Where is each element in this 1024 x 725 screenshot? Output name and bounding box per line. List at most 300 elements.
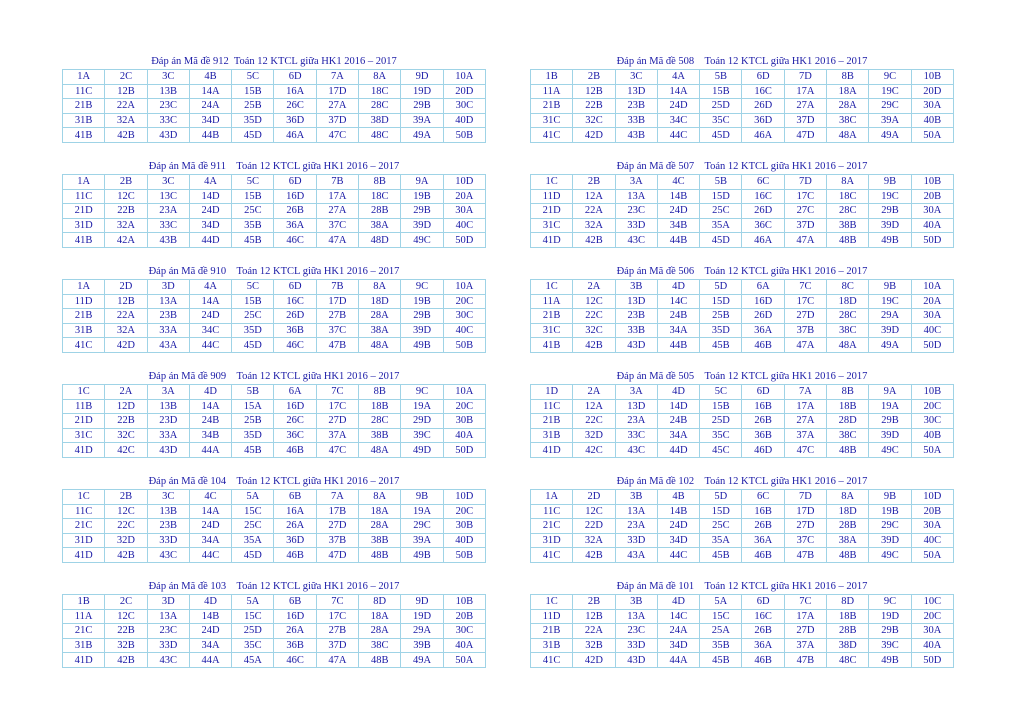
answer-cell: 37C [316,218,358,233]
answer-cell: 43C [147,548,189,563]
answer-cell: 16D [274,609,316,624]
answer-cell: 15D [700,504,742,519]
answer-cell: 20B [443,609,485,624]
answer-cell: 7D [784,70,826,85]
answer-cell: 22A [105,309,147,324]
answer-cell: 6A [742,280,784,295]
answer-cell: 39A [401,533,443,548]
answer-table [62,594,486,668]
answer-cell: 36D [274,113,316,128]
answer-cell: 25B [232,414,274,429]
answer-cell: 23B [615,309,657,324]
answer-cell: 22C [573,309,615,324]
answer-cell: 3B [615,490,657,505]
answer-cell: 1A [63,280,105,295]
answer-cell: 29B [869,624,911,639]
answer-cell: 41B [63,233,105,248]
answer-cell: 16A [274,504,316,519]
answer-cell: 48B [359,653,401,668]
answer-cell: 22A [105,99,147,114]
answer-block-507 [530,160,954,248]
answer-cell: 26D [742,309,784,324]
answer-cell: 13A [615,504,657,519]
answer-cell: 8B [359,175,401,190]
answer-cell: 42B [105,128,147,143]
answer-cell: 10A [443,70,485,85]
answer-cell: 31D [531,533,573,548]
answer-cell: 49A [869,338,911,353]
block-title: Đáp án Mã đề 506 Toán 12 KTCL giữa HK1 2016 – 2017 [616,266,868,277]
answer-cell: 40B [911,113,953,128]
answer-cell: 40C [911,533,953,548]
answer-cell: 4D [189,385,231,400]
answer-cell: 10A [443,280,485,295]
answer-cell: 38A [827,533,869,548]
table-row [531,385,954,400]
answer-cell: 32A [105,113,147,128]
answer-cell: 44D [189,233,231,248]
answer-cell: 31B [63,323,105,338]
answer-cell: 7C [784,280,826,295]
answer-cell: 17D [316,84,358,99]
answer-cell: 39D [401,218,443,233]
table-row [63,385,486,400]
table-row [531,309,954,324]
answer-block-910 [62,265,486,353]
answer-cell: 43B [615,128,657,143]
table-row [531,128,954,143]
answer-cell: 34D [657,638,699,653]
answer-cell: 17C [784,189,826,204]
answer-cell: 39C [869,638,911,653]
answer-cell: 34A [657,323,699,338]
answer-cell: 24D [189,624,231,639]
answer-cell: 6D [274,70,316,85]
answer-cell: 37B [316,533,358,548]
answer-cell: 36B [274,638,316,653]
answer-cell: 4D [657,280,699,295]
answer-cell: 26D [742,99,784,114]
answer-cell: 41D [63,653,105,668]
answer-cell: 22C [105,519,147,534]
answer-cell: 38D [827,638,869,653]
answer-cell: 23A [147,204,189,219]
answer-cell: 37A [784,428,826,443]
answer-cell: 9D [401,70,443,85]
answer-cell: 13D [615,294,657,309]
answer-cell: 30A [443,204,485,219]
answer-cell: 42A [105,233,147,248]
answer-cell: 15B [700,399,742,414]
answer-cell: 2B [105,175,147,190]
answer-cell: 12A [573,399,615,414]
answer-cell: 20B [911,189,953,204]
answer-cell: 21C [531,519,573,534]
answer-cell: 7D [784,175,826,190]
answer-cell: 14A [657,84,699,99]
answer-cell: 19C [869,189,911,204]
answer-cell: 48C [359,128,401,143]
answer-cell: 48A [359,443,401,458]
table-row [63,428,486,443]
answer-cell: 43C [615,443,657,458]
table-row [63,70,486,85]
answer-cell: 14B [189,609,231,624]
answer-cell: 34A [189,533,231,548]
answer-cell: 43D [147,443,189,458]
answer-cell: 48B [827,233,869,248]
answer-cell: 30A [911,624,953,639]
answer-cell: 3C [147,175,189,190]
table-row [531,638,954,653]
answer-cell: 36D [274,533,316,548]
answer-cell: 43B [147,233,189,248]
answer-cell: 28D [827,414,869,429]
answer-cell: 5B [700,70,742,85]
answer-cell: 22D [573,519,615,534]
answer-cell: 48C [827,653,869,668]
answer-cell: 1C [63,385,105,400]
answer-cell: 9C [869,70,911,85]
answer-cell: 41C [63,338,105,353]
table-row [531,595,954,610]
table-row [531,428,954,443]
answer-cell: 42B [105,548,147,563]
answer-cell: 14B [657,504,699,519]
answer-cell: 39A [869,113,911,128]
answer-cell: 30B [443,519,485,534]
answer-cell: 8A [359,70,401,85]
answer-cell: 49D [401,443,443,458]
answer-cell: 47D [784,128,826,143]
answer-cell: 11C [63,84,105,99]
answer-cell: 20D [911,84,953,99]
answer-cell: 7D [784,490,826,505]
answer-cell: 4B [189,70,231,85]
answer-cell: 32A [573,218,615,233]
answer-block-912 [62,55,486,143]
answer-cell: 19A [401,399,443,414]
answer-cell: 18C [359,84,401,99]
answer-cell: 21D [531,204,573,219]
answer-cell: 48A [359,338,401,353]
table-row [63,280,486,295]
answer-cell: 2B [573,70,615,85]
answer-cell: 18B [827,399,869,414]
answer-cell: 30C [443,309,485,324]
answer-cell: 33D [615,638,657,653]
answer-cell: 18D [827,294,869,309]
answer-cell: 45B [700,548,742,563]
answer-cell: 23D [147,414,189,429]
answer-cell: 45D [232,338,274,353]
answer-cell: 28B [359,204,401,219]
block-title: Đáp án Mã đề 101 Toán 12 KTCL giữa HK1 2016 – 2017 [616,581,868,592]
table-row [531,113,954,128]
answer-cell: 38C [827,113,869,128]
answer-cell: 34B [657,218,699,233]
answer-cell: 3B [615,595,657,610]
answer-cell: 27D [784,624,826,639]
answer-cell: 25C [700,204,742,219]
answer-cell: 28C [827,309,869,324]
table-row [63,338,486,353]
answer-cell: 6A [274,385,316,400]
answer-cell: 25C [232,519,274,534]
answer-cell: 31D [63,218,105,233]
answer-cell: 46B [742,548,784,563]
answer-cell: 12B [105,84,147,99]
answer-cell: 22B [105,414,147,429]
answer-cell: 29B [401,309,443,324]
answer-cell: 42D [573,128,615,143]
answer-cell: 50B [443,128,485,143]
answer-cell: 31C [531,323,573,338]
answer-cell: 23A [615,519,657,534]
answer-cell: 11B [63,399,105,414]
answer-cell: 43D [615,653,657,668]
answer-cell: 44C [657,548,699,563]
answer-cell: 2C [105,595,147,610]
answer-cell: 47C [316,443,358,458]
answer-cell: 14A [189,399,231,414]
table-row [531,519,954,534]
answer-cell: 12C [105,504,147,519]
answer-cell: 39A [401,113,443,128]
block-title: Đáp án Mã đề 909 Toán 12 KTCL giữa HK1 2016 – 2017 [148,371,400,382]
answer-block-104 [62,475,486,563]
answer-cell: 28C [359,414,401,429]
answer-cell: 42D [573,653,615,668]
answer-cell: 47A [784,338,826,353]
table-row [531,280,954,295]
answer-cell: 27A [316,99,358,114]
answer-cell: 31B [63,638,105,653]
answer-cell: 22A [573,204,615,219]
answer-cell: 13C [147,189,189,204]
answer-cell: 2B [573,175,615,190]
answer-cell: 29B [869,414,911,429]
answer-cell: 39D [869,218,911,233]
answer-cell: 35C [232,638,274,653]
answer-cell: 35A [700,533,742,548]
answer-cell: 50A [911,443,953,458]
answer-cell: 12C [573,294,615,309]
block-title: Đáp án Mã đề 912 Toán 12 KTCL giữa HK1 2016 – 2017 [151,56,397,67]
answer-cell: 25D [700,99,742,114]
answer-cell: 41B [531,338,573,353]
answer-cell: 32C [105,428,147,443]
answer-cell: 38B [359,428,401,443]
answer-cell: 29B [869,204,911,219]
answer-cell: 24B [657,414,699,429]
answer-cell: 46B [742,653,784,668]
answer-cell: 19C [869,84,911,99]
block-title: Đáp án Mã đề 911 Toán 12 KTCL giữa HK1 2016 – 2017 [148,161,400,172]
answer-cell: 42D [105,338,147,353]
answer-cell: 17D [316,294,358,309]
answer-cell: 4C [189,490,231,505]
answer-table [530,279,954,353]
table-row [531,414,954,429]
answer-cell: 10D [443,175,485,190]
answer-cell: 30A [911,309,953,324]
answer-cell: 6B [274,490,316,505]
answer-cell: 25B [232,99,274,114]
answer-cell: 20A [443,189,485,204]
answer-cell: 16D [274,399,316,414]
table-row [63,84,486,99]
answer-cell: 29C [869,99,911,114]
answer-cell: 40C [443,218,485,233]
answer-cell: 19C [869,294,911,309]
answer-cell: 28C [827,204,869,219]
answer-cell: 41C [531,548,573,563]
answer-cell: 46A [742,233,784,248]
answer-cell: 31B [63,113,105,128]
answer-cell: 50D [911,233,953,248]
answer-cell: 19D [401,84,443,99]
answer-table [62,489,486,563]
answer-cell: 16C [742,84,784,99]
answer-cell: 50B [443,338,485,353]
answer-cell: 39B [401,638,443,653]
answer-cell: 4A [657,70,699,85]
answer-cell: 1C [531,280,573,295]
answer-cell: 49C [869,443,911,458]
answer-cell: 33B [615,323,657,338]
answer-cell: 21B [531,414,573,429]
answer-cell: 46B [274,548,316,563]
answer-cell: 37C [316,323,358,338]
answer-cell: 20B [911,504,953,519]
answer-cell: 36C [742,218,784,233]
answer-cell: 40B [911,428,953,443]
answer-cell: 31C [531,113,573,128]
answer-cell: 10B [443,595,485,610]
answer-cell: 14B [657,189,699,204]
answer-cell: 23C [615,204,657,219]
answer-cell: 5C [232,70,274,85]
answer-cell: 44C [189,548,231,563]
answer-cell: 36D [742,113,784,128]
answer-cell: 45D [232,128,274,143]
answer-cell: 48B [359,548,401,563]
answer-cell: 45B [700,338,742,353]
answer-cell: 15D [700,189,742,204]
answer-cell: 2A [105,385,147,400]
answer-cell: 21B [531,624,573,639]
table-row [531,504,954,519]
answer-cell: 8C [827,280,869,295]
table-row [531,338,954,353]
table-row [63,113,486,128]
table-row [63,533,486,548]
answer-cell: 16D [742,294,784,309]
answer-cell: 22A [573,624,615,639]
answer-cell: 30C [911,414,953,429]
answer-cell: 36A [742,638,784,653]
answer-cell: 17B [316,504,358,519]
answer-cell: 18C [359,189,401,204]
table-row [63,399,486,414]
answer-cell: 4D [657,385,699,400]
answer-cell: 38A [359,323,401,338]
answer-cell: 26D [274,309,316,324]
answer-cell: 11D [531,609,573,624]
answer-cell: 7C [316,385,358,400]
answer-cell: 49B [869,233,911,248]
answer-cell: 5B [232,385,274,400]
answer-cell: 14C [657,609,699,624]
answer-cell: 38C [827,428,869,443]
answer-cell: 10D [911,490,953,505]
answer-cell: 35D [232,428,274,443]
answer-cell: 39D [869,323,911,338]
answer-cell: 41C [531,653,573,668]
answer-cell: 36B [742,428,784,443]
answer-cell: 12B [573,609,615,624]
answer-cell: 42C [573,443,615,458]
answer-cell: 5C [232,175,274,190]
answer-cell: 3C [147,490,189,505]
answer-cell: 26B [742,414,784,429]
answer-cell: 12A [573,189,615,204]
answer-cell: 24A [189,99,231,114]
answer-cell: 9C [869,595,911,610]
answer-cell: 13B [147,399,189,414]
answer-cell: 21B [63,99,105,114]
answer-cell: 45B [700,653,742,668]
answer-cell: 5D [700,280,742,295]
answer-cell: 24D [657,99,699,114]
answer-cell: 43C [615,233,657,248]
table-row [531,443,954,458]
answer-cell: 3A [615,175,657,190]
answer-cell: 47A [316,233,358,248]
answer-cell: 50A [911,548,953,563]
answer-cell: 41C [531,128,573,143]
table-row [63,548,486,563]
answer-cell: 27D [784,309,826,324]
answer-cell: 17C [784,294,826,309]
answer-cell: 14D [189,189,231,204]
answer-cell: 1A [63,70,105,85]
answer-cell: 49B [401,338,443,353]
answer-cell: 43D [147,128,189,143]
answer-cell: 15B [700,84,742,99]
answer-cell: 49B [401,548,443,563]
answer-cell: 49C [401,233,443,248]
answer-cell: 15A [232,399,274,414]
answer-cell: 9A [401,175,443,190]
answer-cell: 11C [63,189,105,204]
table-row [531,294,954,309]
answer-cell: 29B [401,204,443,219]
table-row [63,443,486,458]
answer-cell: 3D [147,280,189,295]
answer-cell: 47D [316,548,358,563]
table-row [63,638,486,653]
answer-cell: 13B [147,504,189,519]
table-row [63,294,486,309]
answer-cell: 48D [359,233,401,248]
answer-cell: 4B [657,490,699,505]
block-title: Đáp án Mã đề 508 Toán 12 KTCL giữa HK1 2016 – 2017 [616,56,868,67]
answer-cell: 37A [316,428,358,443]
answer-cell: 3C [615,70,657,85]
table-row [63,323,486,338]
